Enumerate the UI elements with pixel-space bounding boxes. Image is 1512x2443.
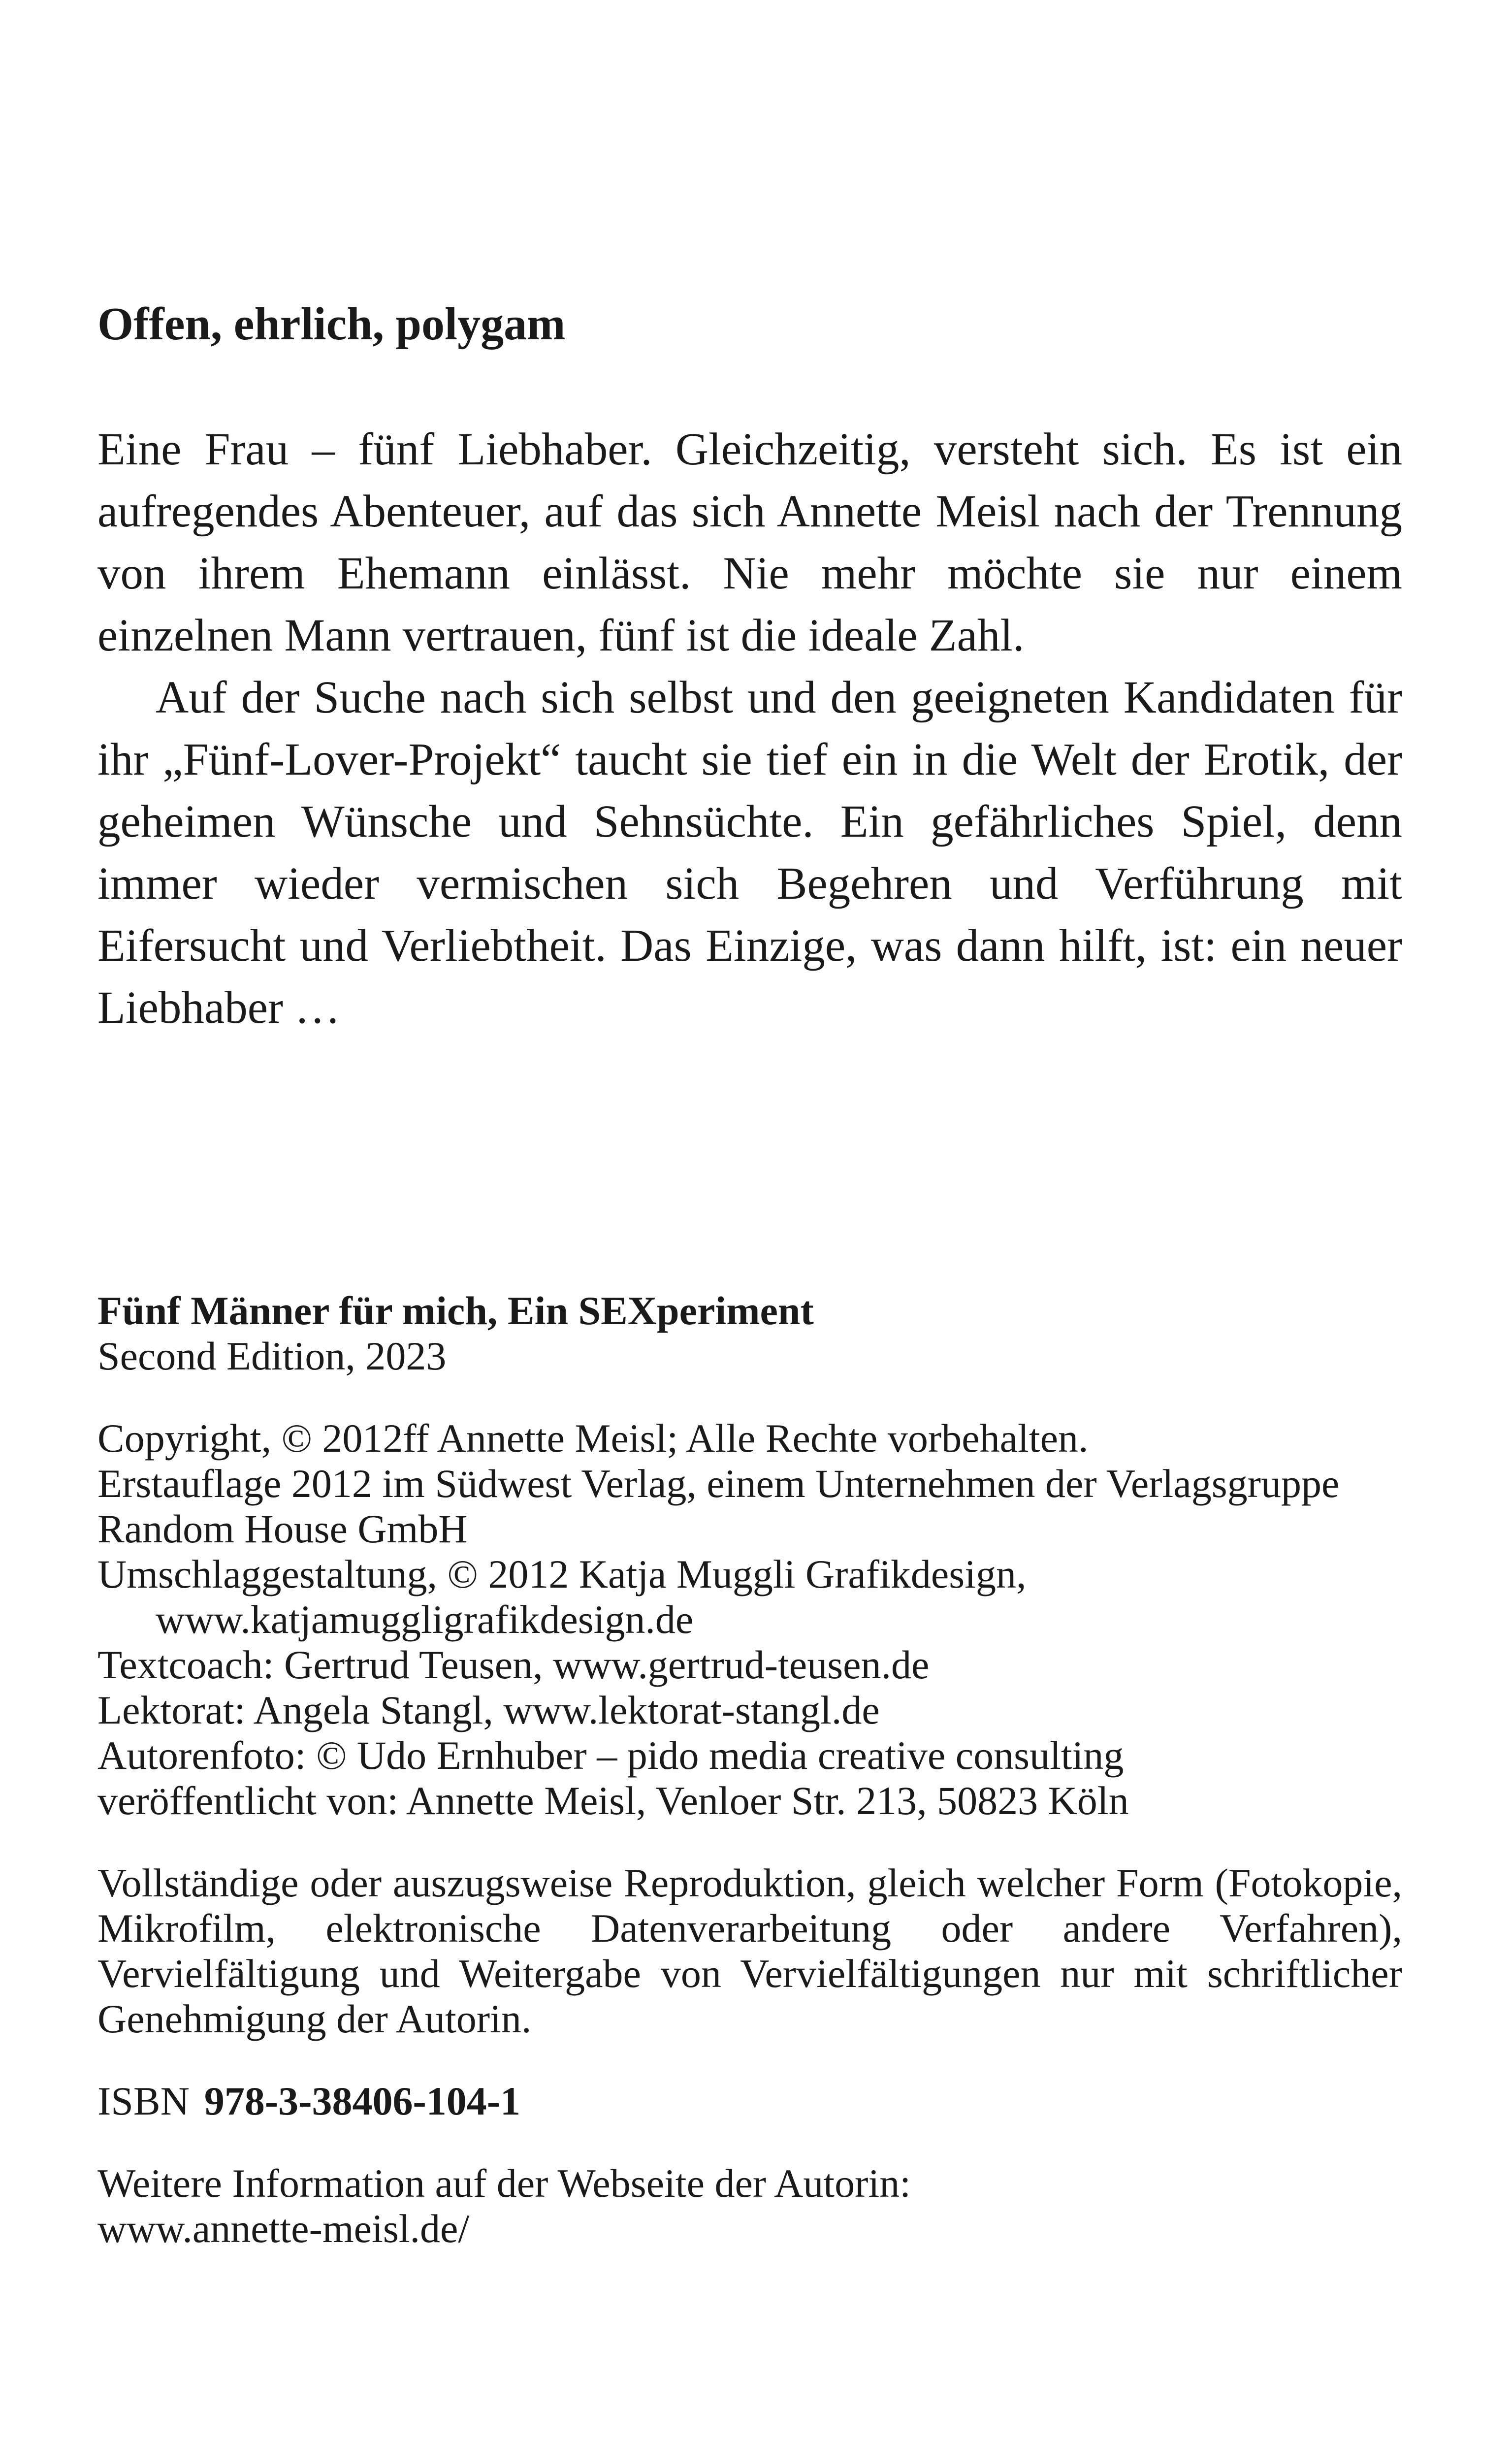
rights-notice: Vollständige oder auszugsweise Reproduktion, gleich welcher Form (Fotokopie, Mikrofilm, elektronische Datenverarbeitung oder andere Verfahren), Vervielfältigung und Weitergabe von Vervielfältigungen nur mit schriftlicher Genehmigung der Autorin. bbox=[97, 1860, 1402, 2041]
edition-line: Second Edition, 2023 bbox=[97, 1334, 447, 1378]
credit-line: www.katjamuggligrafikdesign.de bbox=[156, 1597, 694, 1642]
blurb-paragraph: Auf der Suche nach sich selbst und den geeigneten Kandidaten für ihr „Fünf-Lover-Projekt“ taucht sie tief ein in die Welt der Erotik, der geheimen Wünsche und Sehnsüchte. Ein gefährliches Spiel, denn immer wieder vermischen sich Begehren und Verführung mit Eifersucht und Verliebtheit. Das Einzige, was dann hilft, ist: ein neuer Liebhaber … bbox=[97, 672, 1402, 1033]
credit-line: Autorenfoto: © Udo Ernhuber – pido media creative consulting bbox=[97, 1733, 1124, 1778]
credit-line: Textcoach: Gertrud Teusen, www.gertrud-teusen.de bbox=[97, 1642, 930, 1687]
credits-block bbox=[97, 1416, 1402, 1824]
credit-line: Copyright, © 2012ff Annette Meisl; Alle Rechte vorbehalten. bbox=[97, 1416, 1089, 1461]
more-info-block bbox=[97, 2161, 1402, 2251]
isbn-label: ISBN bbox=[97, 2079, 190, 2123]
blurb-heading: Offen, ehrlich, polygam bbox=[97, 298, 566, 350]
credit-line: Lektorat: Angela Stangl, www.lektorat-stangl.de bbox=[97, 1688, 880, 1732]
more-info-label: Weitere Information auf der Webseite der Autorin: bbox=[97, 2161, 911, 2206]
author-website: www.annette-meisl.de/ bbox=[97, 2206, 470, 2251]
credit-line: Erstauflage 2012 im Südwest Verlag, einem Unternehmen der Verlagsgruppe bbox=[97, 1461, 1340, 1506]
blurb-paragraph: Eine Frau – fünf Liebhaber. Gleichzeitig, versteht sich. Es ist ein aufregendes Abenteuer, auf das sich Annette Meisl nach der Trennung von ihrem Ehemann einlässt. Nie mehr möchte sie nur einem einzelnen Mann vertrauen, fünf ist die ideale Zahl. bbox=[97, 424, 1402, 661]
blurb-text bbox=[97, 419, 1402, 1039]
isbn-number: 978-3-38406-104-1 bbox=[204, 2079, 521, 2123]
credit-line: Umschlaggestaltung, © 2012 Katja Muggli Grafikdesign, bbox=[97, 1552, 1027, 1596]
credit-line: Random House GmbH bbox=[97, 1506, 468, 1551]
book-title: Fünf Männer für mich, Ein SEXperiment bbox=[97, 1288, 814, 1333]
imprint-section bbox=[97, 1288, 1402, 2288]
book-page bbox=[97, 0, 1402, 2443]
title-block bbox=[97, 1288, 1402, 1379]
isbn-line bbox=[97, 2079, 1402, 2124]
credit-line: veröffentlicht von: Annette Meisl, Venloer Str. 213, 50823 Köln bbox=[97, 1778, 1129, 1823]
